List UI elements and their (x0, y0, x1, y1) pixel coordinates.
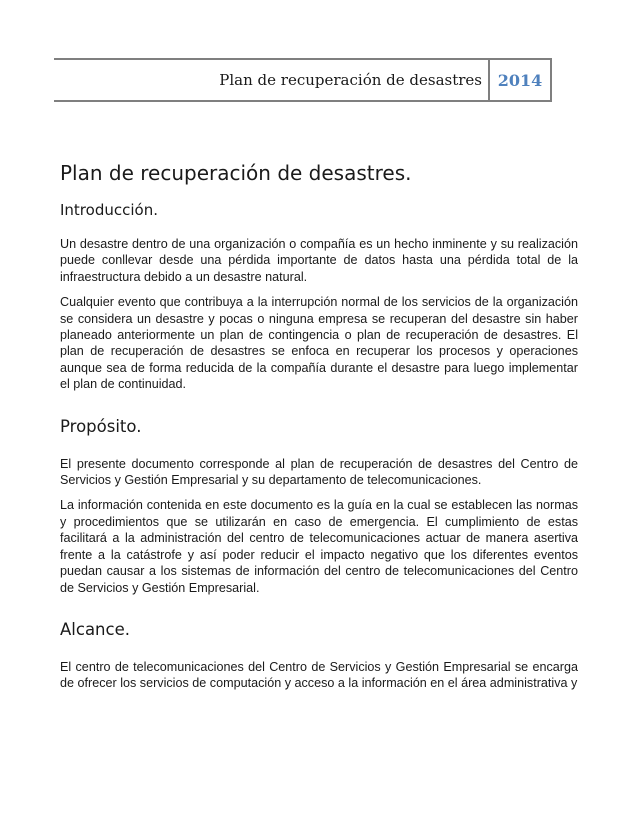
page-header (54, 58, 552, 102)
header-title: Plan de recuperación de desastres (54, 60, 490, 100)
paragraph: La información contenida en este documento es la guía en la cual se establecen las normas y procedimientos que se utilizarán en caso de emergencia. El cumplimiento de estas facilitará a la administración del centro de telecomunicaciones actuar de manera asertiva frente a la catástrofe y así poder reducir el impacto negativo que los diferentes eventos puedan causar a los sistemas de información del centro de telecomunicaciones del Centro de Servicios y Gestión Empresarial. (60, 498, 578, 595)
section-heading-alcance: Alcance. (60, 619, 130, 639)
paragraph: Un desastre dentro de una organización o compañía es un hecho inminente y su realización puede conllevar desde una pérdida importante de datos hasta una pérdida total de la infraestructura debido a un desastre natural. (60, 237, 578, 284)
paragraph: El centro de telecomunicaciones del Centro de Servicios y Gestión Empresarial se encarga de ofrecer los servicios de computación y acceso a la información en el área administrativa y (60, 659, 578, 691)
section-heading-introduccion: Introducción. (60, 201, 158, 219)
section-heading-proposito: Propósito. (60, 416, 142, 436)
document-title: Plan de recuperación de desastres. (60, 161, 412, 185)
paragraph: El presente documento corresponde al plan de recuperación de desastres del Centro de Servicios y Gestión Empresarial y su departamento de telecomunicaciones. (60, 456, 578, 488)
paragraph: Cualquier evento que contribuya a la interrupción normal de los servicios de la organización se considera un desastre y pocas o ninguna empresa se recuperan del desastre sin haber planeado anteriormente un plan de contingencia o plan de recuperación de desastres. El plan de recuperación de desastres se enfoca en recuperar los procesos y operaciones aunque sea de forma reducida de la compañía durante el desastre para luego implementar el plan de continuidad. (60, 295, 578, 392)
document-body (60, 160, 578, 701)
header-year: 2014 (497, 70, 543, 90)
